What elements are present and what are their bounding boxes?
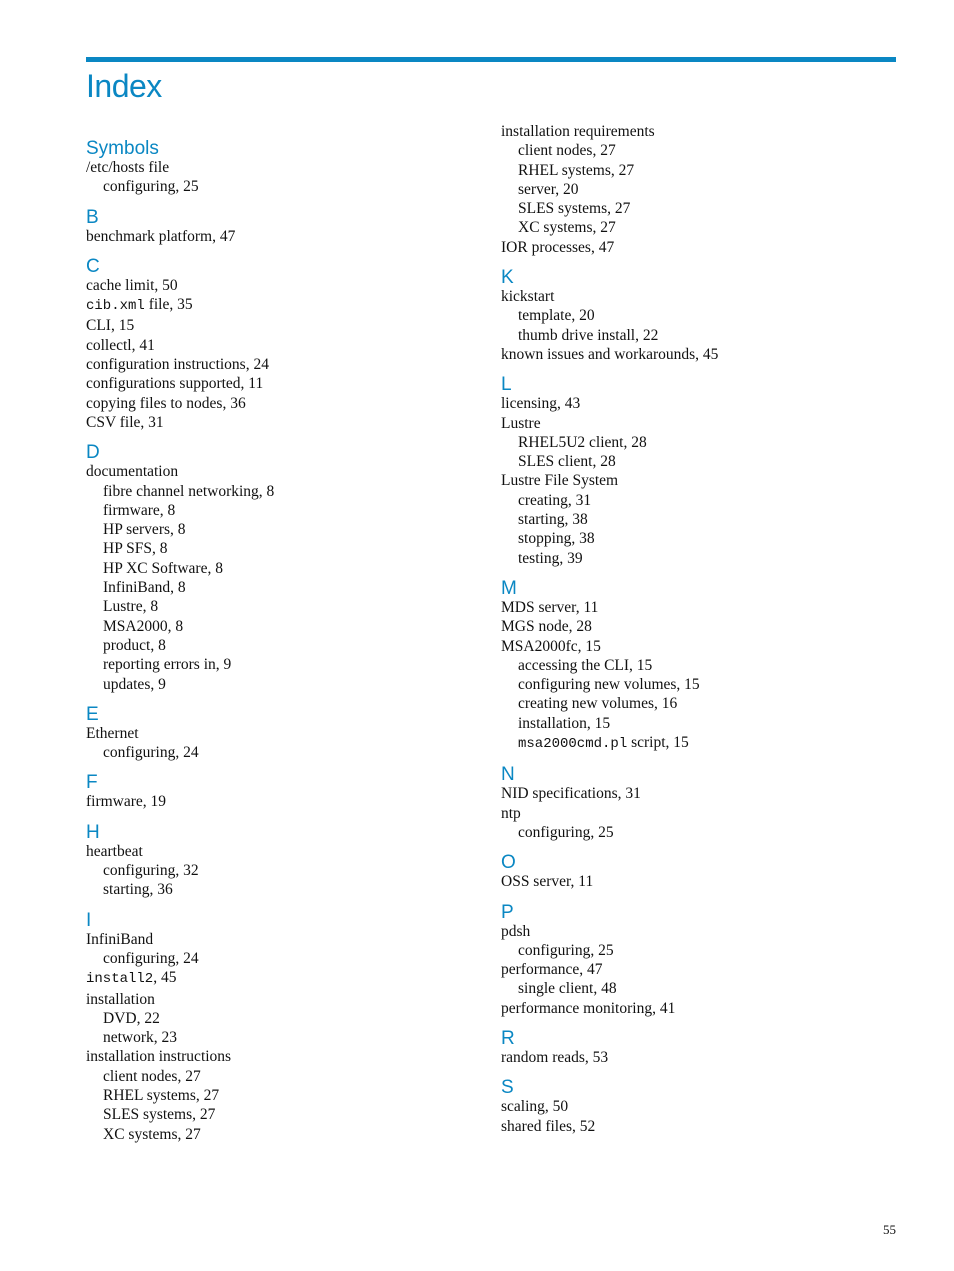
index-entry <box>86 158 466 177</box>
index-entry <box>86 374 466 393</box>
index-entry <box>501 414 881 433</box>
index-section <box>86 772 466 811</box>
index-subentry <box>501 218 881 237</box>
index-subentry <box>86 1009 466 1028</box>
entry-text: RHEL5U2 client, 28 <box>518 433 647 451</box>
entry-text: HP SFS, 8 <box>103 540 168 558</box>
index-subentry <box>501 326 881 345</box>
entry-text: collectl, 41 <box>86 336 155 354</box>
index-subentry <box>86 1086 466 1105</box>
index-entry <box>501 784 881 803</box>
entry-text: , 45 <box>153 969 177 987</box>
index-subentry <box>86 539 466 558</box>
entry-text: stopping, 38 <box>518 530 595 548</box>
entry-text: Lustre, 8 <box>103 598 159 616</box>
index-section <box>501 122 881 257</box>
entry-text: configuring, 25 <box>103 178 199 196</box>
entry-text: updates, 9 <box>103 675 166 693</box>
section-letter: E <box>86 703 99 725</box>
index-entry <box>501 804 881 823</box>
index-section <box>501 902 881 1018</box>
entry-text: template, 20 <box>518 307 595 325</box>
section-letter: P <box>501 901 514 923</box>
page-title: Index <box>86 68 162 104</box>
index-subentry <box>501 979 881 998</box>
index-entry <box>86 336 466 355</box>
index-entry <box>501 1097 881 1116</box>
entry-text: known issues and workarounds, 45 <box>501 345 719 363</box>
index-entry <box>501 922 881 941</box>
entry-text: creating new volumes, 16 <box>518 695 678 713</box>
entry-text: starting, 36 <box>103 881 173 899</box>
index-subentry <box>86 1105 466 1124</box>
entry-text: benchmark platform, 47 <box>86 227 236 245</box>
entry-text: firmware, 19 <box>86 793 167 811</box>
entry-text: licensing, 43 <box>501 395 581 413</box>
entry-text: installation instructions <box>86 1048 232 1066</box>
index-section <box>501 1077 881 1136</box>
entry-text: SLES client, 28 <box>518 453 616 471</box>
entry-text: configuring, 32 <box>103 862 199 880</box>
section-letter: S <box>501 1077 514 1099</box>
entry-text: testing, 39 <box>518 549 583 567</box>
index-entry <box>86 792 466 811</box>
index-subentry <box>86 949 466 968</box>
index-entry <box>86 842 466 861</box>
entry-text: Lustre File System <box>501 472 619 490</box>
index-subentry <box>501 733 881 754</box>
index-entry <box>501 1117 881 1136</box>
section-letter: O <box>501 852 516 874</box>
section-letter: D <box>86 442 100 464</box>
index-subentry <box>86 636 466 655</box>
index-section <box>86 910 466 1144</box>
index-section <box>86 256 466 432</box>
entry-text: SLES systems, 27 <box>103 1106 216 1124</box>
code-term: msa2000cmd.pl <box>518 736 628 753</box>
index-subentry <box>86 655 466 674</box>
index-subentry <box>501 529 881 548</box>
entry-text: pdsh <box>501 922 531 940</box>
index-entry <box>86 968 466 989</box>
entry-text: script, 15 <box>627 734 689 752</box>
index-entry <box>501 471 881 490</box>
entry-text: installation requirements <box>501 123 655 140</box>
entry-text: client nodes, 27 <box>103 1067 201 1085</box>
index-subentry <box>86 1028 466 1047</box>
index-section <box>501 1028 881 1067</box>
index-subentry <box>501 694 881 713</box>
section-letter: H <box>86 821 100 843</box>
index-entry <box>501 287 881 306</box>
entry-text: configuration instructions, 24 <box>86 356 269 374</box>
section-letter: B <box>86 206 99 228</box>
index-subentry <box>501 823 881 842</box>
index-subentry <box>86 578 466 597</box>
index-column-right <box>501 122 881 1136</box>
index-entry <box>501 960 881 979</box>
entry-text: installation <box>86 990 155 1008</box>
entry-text: performance, 47 <box>501 961 603 979</box>
index-section <box>86 207 466 246</box>
index-entry <box>501 872 881 891</box>
index-entry <box>501 999 881 1018</box>
index-section <box>501 578 881 754</box>
index-entry <box>501 394 881 413</box>
entry-text: kickstart <box>501 288 555 306</box>
index-subentry <box>501 452 881 471</box>
index-subentry <box>86 177 466 196</box>
index-entry <box>86 1047 466 1066</box>
entry-text: fibre channel networking, 8 <box>103 482 275 500</box>
section-letter: L <box>501 374 512 396</box>
index-subentry <box>86 617 466 636</box>
index-subentry <box>86 559 466 578</box>
entry-text: SLES systems, 27 <box>518 200 631 218</box>
entry-text: scaling, 50 <box>501 1098 569 1116</box>
entry-text: Lustre <box>501 414 541 432</box>
index-entry <box>86 295 466 316</box>
index-subentry <box>501 141 881 160</box>
index-subentry <box>501 433 881 452</box>
entry-text: configuring, 24 <box>103 744 199 762</box>
index-entry <box>501 238 881 257</box>
index-subentry <box>86 675 466 694</box>
index-subentry <box>86 880 466 899</box>
index-entry <box>86 276 466 295</box>
index-section <box>501 267 881 364</box>
entry-text: MGS node, 28 <box>501 618 592 636</box>
entry-text: MSA2000, 8 <box>103 617 184 635</box>
section-letter: R <box>501 1027 515 1049</box>
index-subentry <box>501 714 881 733</box>
entry-text: installation, 15 <box>518 714 611 732</box>
entry-text: ntp <box>501 804 521 822</box>
index-entry <box>501 637 881 656</box>
entry-text: configuring, 25 <box>518 941 614 959</box>
entry-text: cache limit, 50 <box>86 276 178 294</box>
entry-text: DVD, 22 <box>103 1009 160 1027</box>
index-section <box>86 704 466 763</box>
index-subentry <box>501 549 881 568</box>
entry-text: configuring, 25 <box>518 823 614 841</box>
entry-text: MSA2000fc, 15 <box>501 637 601 655</box>
entry-text: InfiniBand, 8 <box>103 579 186 597</box>
index-entry <box>86 227 466 246</box>
entry-text: NID specifications, 31 <box>501 785 641 803</box>
index-section <box>86 138 466 197</box>
index-subentry <box>86 743 466 762</box>
index-section <box>86 442 466 694</box>
index-subentry <box>501 306 881 325</box>
index-section <box>501 764 881 842</box>
entry-text: CSV file, 31 <box>86 413 164 431</box>
entry-text: InfiniBand <box>86 930 154 948</box>
entry-text: firmware, 8 <box>103 501 176 519</box>
section-letter: Symbols <box>86 138 159 159</box>
index-section <box>501 852 881 891</box>
entry-text: creating, 31 <box>518 491 592 509</box>
code-term: cib.xml <box>86 298 145 315</box>
section-letter: I <box>86 909 92 931</box>
entry-text: RHEL systems, 27 <box>518 161 635 179</box>
entry-text: client nodes, 27 <box>518 142 616 160</box>
entry-text: RHEL systems, 27 <box>103 1086 220 1104</box>
index-subentry <box>86 861 466 880</box>
index-subentry <box>501 941 881 960</box>
index-subentry <box>501 161 881 180</box>
entry-text: CLI, 15 <box>86 317 135 335</box>
index-subentry <box>86 520 466 539</box>
index-entry <box>86 462 466 481</box>
entry-text: random reads, 53 <box>501 1048 609 1066</box>
page-number: 55 <box>883 1222 896 1237</box>
index-subentry <box>86 1067 466 1086</box>
index-entry <box>86 724 466 743</box>
entry-text: starting, 38 <box>518 511 588 529</box>
entry-text: accessing the CLI, 15 <box>518 656 653 674</box>
entry-text: HP servers, 8 <box>103 521 186 539</box>
index-column-left <box>86 138 466 1144</box>
entry-text: server, 20 <box>518 180 579 198</box>
entry-text: configurations supported, 11 <box>86 375 264 393</box>
section-letter: F <box>86 772 98 794</box>
index-entry <box>501 1048 881 1067</box>
index-entry <box>86 355 466 374</box>
index-entry <box>86 413 466 432</box>
entry-text: reporting errors in, 9 <box>103 656 232 674</box>
index-subentry <box>501 510 881 529</box>
index-entry <box>86 394 466 413</box>
entry-text: copying files to nodes, 36 <box>86 394 246 412</box>
index-entry <box>501 345 881 364</box>
index-subentry <box>501 491 881 510</box>
section-letter: M <box>501 577 517 599</box>
index-entry <box>86 930 466 949</box>
entry-text: MDS server, 11 <box>501 598 599 616</box>
index-subentry <box>501 675 881 694</box>
section-letter: C <box>86 255 100 277</box>
code-term: install2 <box>86 971 154 988</box>
entry-text: performance monitoring, 41 <box>501 999 676 1017</box>
entry-text: configuring, 24 <box>103 949 199 967</box>
index-entry <box>501 617 881 636</box>
index-subentry <box>501 656 881 675</box>
index-entry <box>501 122 881 141</box>
section-letter: K <box>501 267 514 289</box>
title-rule <box>86 57 896 62</box>
entry-text: Ethernet <box>86 724 139 742</box>
index-entry <box>501 598 881 617</box>
entry-text: shared files, 52 <box>501 1117 596 1135</box>
entry-text: file, 35 <box>144 296 193 314</box>
index-subentry <box>86 501 466 520</box>
entry-text: XC systems, 27 <box>103 1125 201 1143</box>
entry-text: single client, 48 <box>518 980 617 998</box>
entry-text: HP XC Software, 8 <box>103 559 223 577</box>
entry-text: network, 23 <box>103 1029 178 1047</box>
entry-text: XC systems, 27 <box>518 219 616 237</box>
index-section <box>501 374 881 568</box>
index-entry <box>86 316 466 335</box>
entry-text: OSS server, 11 <box>501 873 594 891</box>
entry-text: IOR processes, 47 <box>501 238 615 256</box>
index-subentry <box>86 482 466 501</box>
entry-text: heartbeat <box>86 842 143 860</box>
index-section <box>86 822 466 900</box>
entry-text: configuring new volumes, 15 <box>518 676 700 694</box>
index-subentry <box>86 1125 466 1144</box>
index-subentry <box>86 597 466 616</box>
entry-text: /etc/hosts file <box>86 159 170 176</box>
index-subentry <box>501 199 881 218</box>
section-letter: N <box>501 764 515 786</box>
entry-text: documentation <box>86 463 179 481</box>
entry-text: thumb drive install, 22 <box>518 326 659 344</box>
entry-text: product, 8 <box>103 636 166 654</box>
index-subentry <box>501 180 881 199</box>
index-entry <box>86 990 466 1009</box>
